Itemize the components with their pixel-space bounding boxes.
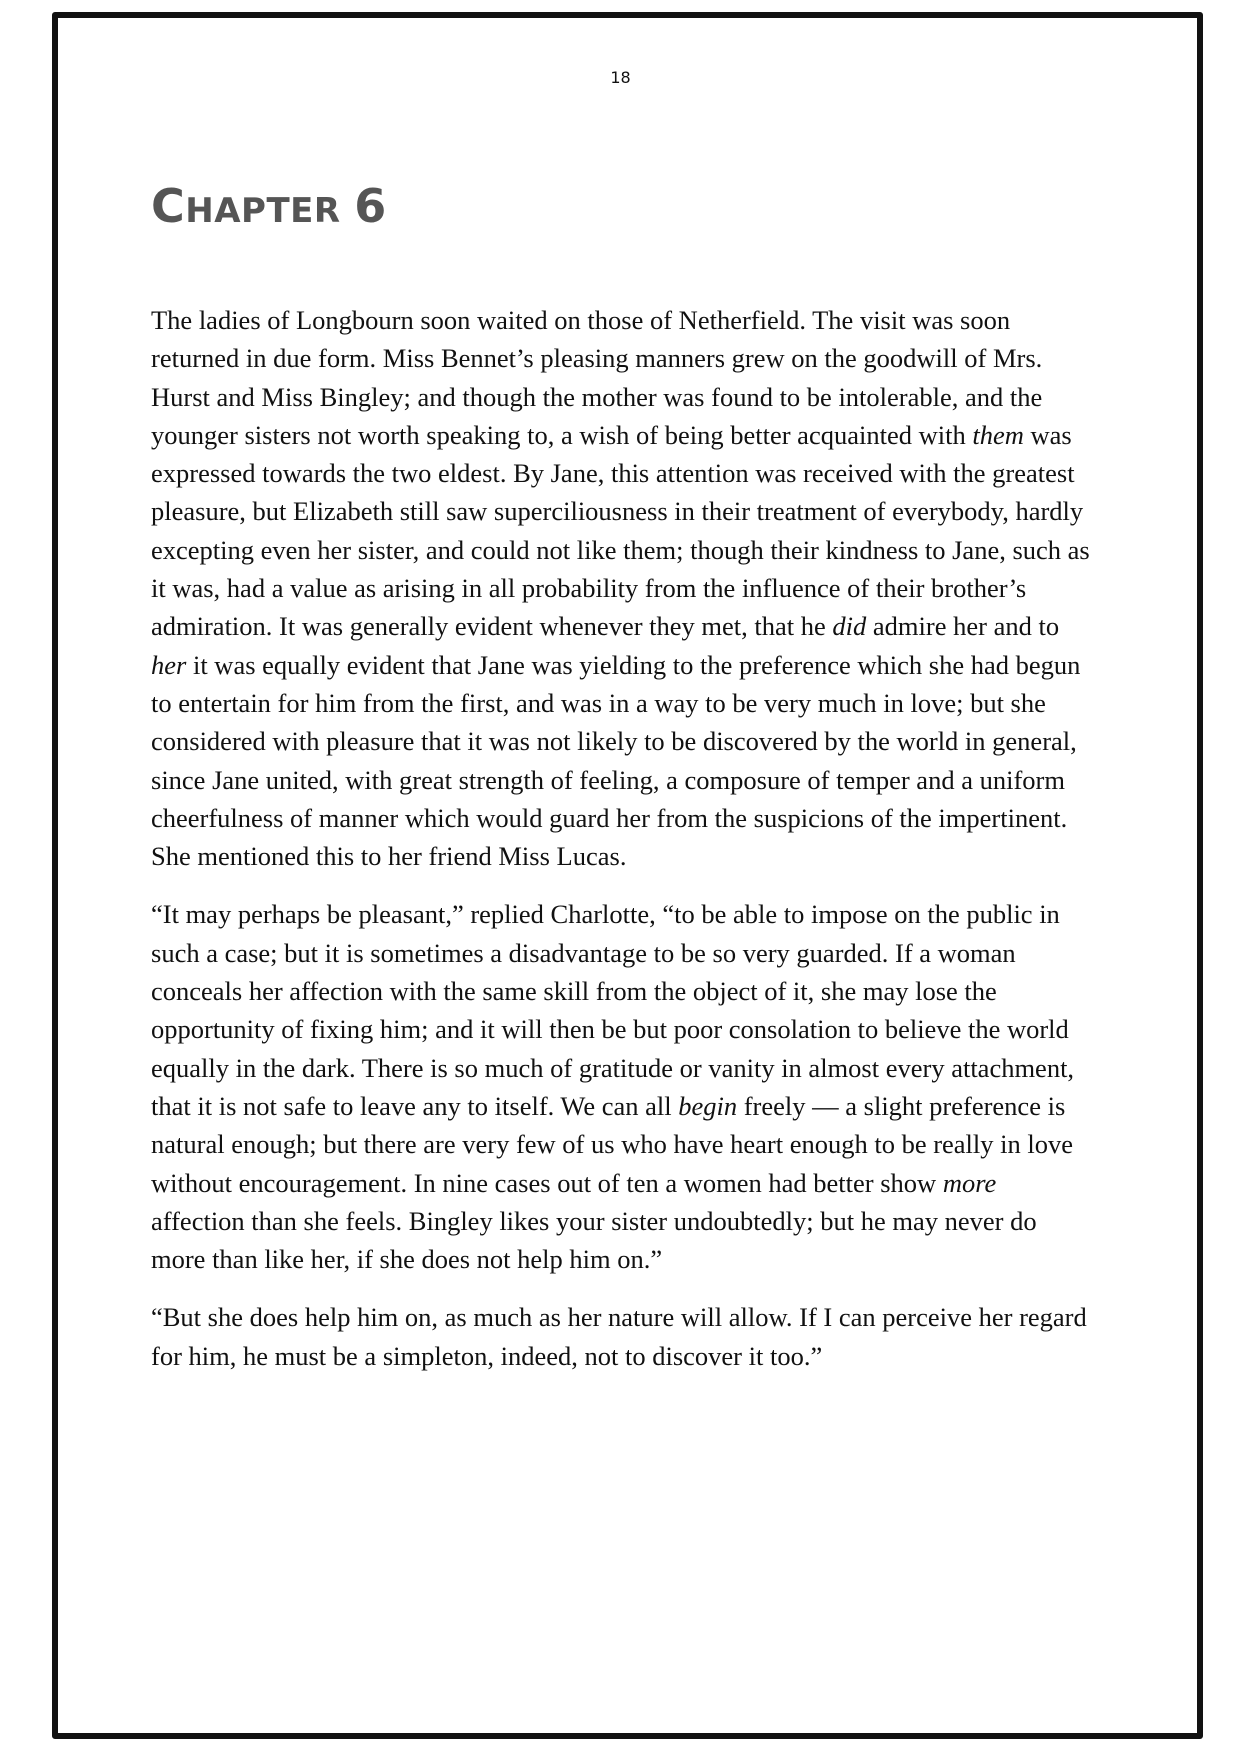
page-number: 18 bbox=[610, 68, 631, 87]
paragraph bbox=[151, 301, 1095, 875]
emphasis-text: begin bbox=[678, 1090, 738, 1121]
text-run: “But she does help him on, as much as her nature will allow. If I can perceive her regard for him, he must be a simpleton, indeed, not to discover it too.” bbox=[151, 1302, 1087, 1371]
chapter-title bbox=[151, 179, 387, 235]
text-run: it was equally evident that Jane was yielding to the preference which she had begun to entertain for him from the first, and was in a way to be very much in love; but she considered with pleasure that it was not likely to be discovered by the world in general, since Jane united, with great strength of feeling, a composure of temper and a uniform cheerfulness of manner which would guard her from the suspicions of the impertinent. She mentioned this to her friend Miss Lucas. bbox=[151, 649, 1081, 872]
text-run: “It may perhaps be pleasant,” replied Charlotte, “to be able to impose on the public in such a case; but it is sometimes a disadvantage to be so very guarded. If a woman conceals her affection with the same skill from the object of it, she may lose the opportunity of fixing him; and it will then be but poor consolation to believe the world equally in the dark. There is so much of gratitude or vanity in almost every attachment, that it is not safe to leave any to itself. We can all bbox=[151, 899, 1075, 1121]
paragraph bbox=[151, 1298, 1095, 1375]
emphasis-text: her bbox=[151, 649, 187, 680]
chapter-title-initial: C bbox=[151, 179, 186, 233]
text-run: admire her and to bbox=[866, 611, 1060, 642]
text-run: The ladies of Longbourn soon waited on those of Netherfield. The visit was soon returned in due form. Miss Bennet’s pleasing manners grew on the goodwill of Mrs. Hurst and Miss Bingley; and though the mother was found to be intolerable, and the younger sisters not worth speaking to, a wish of being better acquainted with bbox=[151, 305, 1043, 450]
emphasis-text: did bbox=[832, 611, 867, 642]
chapter-title-word: HAPTER bbox=[185, 191, 341, 231]
text-run: was expressed towards the two eldest. By Jane, this attention was received with the greatest pleasure, but Elizabeth still saw superciliousness in their treatment of everybody, hardly excepting even her sister, and could not like them; though their kindness to Jane, such as it was, had a value as arising in all probability from the influence of their brother’s admiration. It was generally evident whenever they met, that he bbox=[151, 419, 1090, 642]
paragraph bbox=[151, 895, 1095, 1278]
text-run: affection than she feels. Bingley likes your sister undoubtedly; but he may never do more than like her, if she does not help him on.” bbox=[151, 1205, 1037, 1275]
emphasis-text: them bbox=[972, 419, 1024, 450]
emphasis-text: more bbox=[942, 1167, 997, 1198]
chapter-body bbox=[151, 301, 1095, 1395]
text-run: freely — a slight preference is natural enough; but there are very few of us who have heart enough to be really in love without encouragement. In nine cases out of ten a women had better show bbox=[151, 1090, 1074, 1198]
chapter-number: 6 bbox=[354, 179, 387, 233]
